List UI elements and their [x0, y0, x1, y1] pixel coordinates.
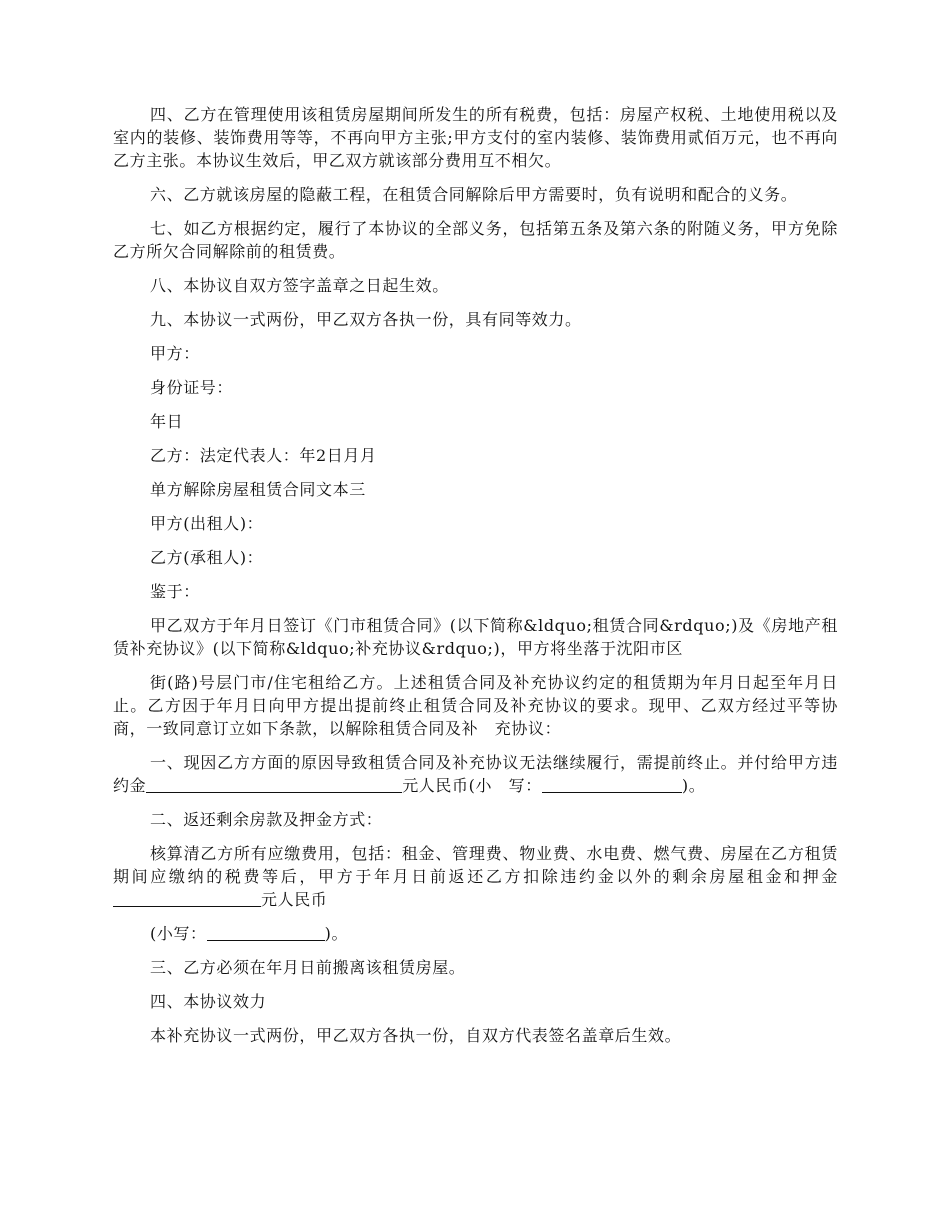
date-line: 年日: [150, 412, 184, 431]
clause-refund-small-close: )。: [324, 924, 349, 943]
document-page: [113, 103, 838, 1047]
party-a-label: 甲方：: [150, 344, 200, 363]
clause-refund-title: 二、返还剩余房款及押金方式：: [150, 810, 383, 829]
id-number-label: 身份证号：: [150, 378, 234, 397]
paragraph-hidden-works: 六、乙方就该房屋的隐蔽工程，在租赁合同解除后甲方需要时，负有说明和配合的义务。: [150, 185, 798, 204]
paragraph-effective-date: 八、本协议自双方签字盖章之日起生效。: [150, 276, 449, 295]
clause-move-out: 三、乙方必须在年月日前搬离该租赁房屋。: [150, 958, 466, 977]
lessee-label: 乙方(承租人)：: [150, 548, 264, 567]
clause-penalty: [113, 751, 838, 797]
refund-amount-words-blank: [207, 924, 325, 941]
clause-effect-title: 四、本协议效力: [150, 992, 267, 1011]
section-title: 单方解除房屋租赁合同文本三: [150, 480, 366, 499]
clause-refund-small: [113, 922, 838, 945]
penalty-amount-blank: [146, 776, 402, 793]
clause-penalty-unit: 元人民币(小 写：: [402, 776, 542, 795]
clause-refund-body: [113, 842, 838, 911]
clause-refund-unit: 元人民币: [261, 890, 328, 909]
clause-effect-body: 本补充协议一式两份，甲乙双方各执一份，自双方代表签名盖章后生效。: [150, 1026, 682, 1045]
clause-refund-text: 核算清乙方所有应缴费用，包括：租金、管理费、物业费、水电费、燃气费、房屋在乙方租赁期间应缴纳的税费等后，甲方于年月日前返还乙方扣除违约金以外的剩余房屋租金和押金: [113, 844, 838, 886]
clause-refund-small-open: (小写：: [150, 924, 207, 943]
paragraph-contract-signing: 甲乙双方于年月日签订《门市租赁合同》(以下简称&ldquo;租赁合同&rdquo;)及《房地产租赁补充协议》(以下简称&ldquo;补充协议&rdquo;)，甲方将坐落于沈阳市区: [113, 616, 838, 658]
clause-penalty-close: )。: [681, 776, 706, 795]
party-b-representative-line: 乙方：法定代表人：年2日月月: [150, 446, 377, 465]
clause-penalty-text: 一、现因乙方方面的原因导致租赁合同及补充协议无法继续履行，需提前终止。并付给甲方违约金: [113, 753, 838, 795]
paragraph-copies: 九、本协议一式两份，甲乙双方各执一份，具有同等效力。: [150, 310, 582, 329]
whereas-label: 鉴于：: [150, 582, 200, 601]
penalty-amount-words-blank: [542, 776, 682, 793]
paragraph-rent-waiver: 七、如乙方根据约定，履行了本协议的全部义务，包括第五条及第六条的附随义务，甲方免除乙方所欠合同解除前的租赁费。: [113, 219, 838, 261]
paragraph-lease-term: 街(路)号层门市/住宅租给乙方。上述租赁合同及补充协议约定的租赁期为年月日起至年月日止。乙方因于年月日向甲方提出提前终止租赁合同及补充协议的要求。现甲、乙双方经过平等协商，一致同意订立如下条款，以解除租赁合同及补 充协议：: [113, 673, 838, 738]
paragraph-taxes: 四、乙方在管理使用该租赁房屋期间所发生的所有税费，包括：房屋产权税、土地使用税以及室内的装修、装饰费用等等，不再向甲方主张;甲方支付的室内装修、装饰费用贰佰万元，也不再向乙方主张。本协议生效后，甲乙双方就该部分费用互不相欠。: [113, 105, 838, 170]
lessor-label: 甲方(出租人)：: [150, 514, 264, 533]
refund-amount-blank: [113, 890, 261, 907]
